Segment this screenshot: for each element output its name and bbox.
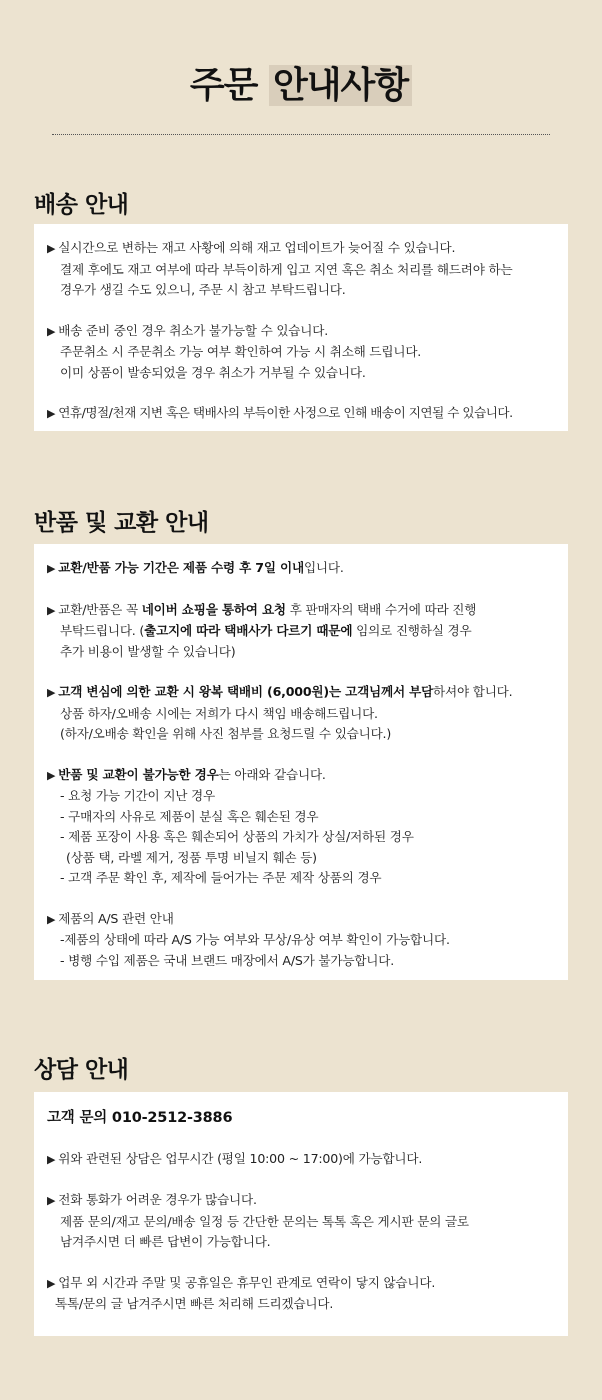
returns-item-3 (47, 682, 558, 745)
bullet-icon: ▶ (47, 686, 56, 699)
returns-item-2 (47, 600, 558, 663)
page-title-part1: 주문 (189, 65, 258, 106)
consult-item-1 (47, 1149, 558, 1171)
bullet-icon: ▶ (47, 562, 56, 575)
bullet-icon: ▶ (47, 768, 56, 782)
returns-item-2-line2-bold: 출고지에 따라 택배사가 다르기 때문에 (144, 623, 353, 638)
bullet-icon: ▶ (47, 1276, 56, 1290)
shipping-heading: 배송 안내 (34, 192, 129, 218)
shipping-item-3 (47, 403, 558, 425)
consult-item-2-line-2: 제품 문의/재고 문의/배송 일정 등 간단한 문의는 톡톡 혹은 게시판 문의 글로 (60, 1213, 469, 1229)
returns-item-3-line-2: 상품 하자/오배송 시에는 저희가 다시 책임 배송해드립니다. (60, 705, 378, 721)
returns-item-5-sub-2: - 병행 수입 제품은 국내 브랜드 매장에서 A/S가 불가능합니다. (60, 952, 395, 968)
shipping-item-2 (47, 321, 558, 384)
shipping-item-1 (47, 238, 558, 301)
returns-item-4-sub-4: - 고객 주문 확인 후, 제작에 들어가는 주문 제작 상품의 경우 (60, 870, 382, 885)
returns-item-3-rest: 하셔야 합니다. (433, 684, 513, 699)
shipping-item-2-line-2: 주문취소 시 주문취소 가능 여부 확인하여 가능 시 취소해 드립니다. (60, 344, 422, 359)
consult-box (34, 1092, 568, 1336)
returns-item-3-bold: 고객 변심에 의한 교환 시 왕복 택배비 (6,000원)는 고객님께서 부담 (58, 684, 434, 699)
bullet-icon: ▶ (47, 1152, 56, 1166)
returns-item-4-sub-1: - 요청 가능 기간이 지난 경우 (60, 788, 215, 803)
bullet-icon: ▶ (47, 1194, 56, 1207)
consult-item-3-line-1: 업무 외 시간과 주말 및 공휴일은 휴무인 관계로 연락이 닿지 않습니다. (58, 1274, 436, 1290)
returns-item-2-post: 후 판매자의 택배 수거에 따라 진행 (285, 601, 477, 617)
title-divider (52, 134, 550, 135)
returns-item-3-line-3: (하자/오배송 확인을 위해 사진 첨부를 요청드릴 수 있습니다.) (60, 726, 392, 741)
returns-item-5-line-1: 제품의 A/S 관련 안내 (58, 910, 174, 926)
consult-item-2-line-1: 전화 통화가 어려운 경우가 많습니다. (58, 1192, 257, 1207)
page-header (0, 62, 602, 110)
shipping-item-2-line-1: 배송 준비 중인 경우 취소가 불가능할 수 있습니다. (58, 322, 329, 338)
returns-item-5-sub-1: -제품의 상태에 따라 A/S 가능 여부와 무상/유상 여부 확인이 가능합니다. (60, 932, 450, 947)
returns-box (34, 544, 568, 980)
bullet-icon: ▶ (47, 912, 56, 926)
shipping-item-2-line-3: 이미 상품이 발송되었을 경우 취소가 거부될 수 있습니다. (60, 364, 366, 380)
consult-heading: 상담 안내 (34, 1057, 129, 1083)
returns-item-2-pre: 교환/반품은 꼭 (58, 601, 142, 617)
bullet-icon: ▶ (47, 324, 56, 338)
returns-item-4-sub-2: - 구매자의 사유로 제품이 분실 혹은 훼손된 경우 (60, 808, 319, 824)
returns-item-2-bold: 네이버 쇼핑을 통하여 요청 (141, 601, 286, 617)
returns-item-1 (47, 558, 558, 580)
returns-item-4 (47, 765, 558, 889)
returns-item-4-sub-3: - 제품 포장이 사용 혹은 훼손되어 상품의 가치가 상실/저하된 경우 (60, 829, 414, 844)
consult-item-1-line: 위와 관련된 상담은 업무시간 (평일 10:00 ~ 17:00)에 가능합니다. (58, 1150, 423, 1166)
returns-item-5 (47, 909, 558, 972)
page-title (190, 62, 412, 110)
returns-heading: 반품 및 교환 안내 (34, 510, 209, 536)
shipping-item-1-line-2: 결제 후에도 재고 여부에 따라 부득이하게 입고 지연 혹은 취소 처리를 해드려야 하는 (60, 261, 513, 277)
consult-item-2 (47, 1190, 558, 1253)
returns-item-4-sub-3b: (상품 택, 라벨 제거, 정품 투명 비닐지 훼손 등) (66, 849, 317, 865)
shipping-item-3-line-1: 연휴/명절/천재 지변 혹은 택배사의 부득이한 사정으로 인해 배송이 지연될 수 있습니다. (58, 405, 513, 420)
bullet-icon: ▶ (47, 407, 56, 420)
returns-item-4-bold: 반품 및 교환이 불가능한 경우 (58, 766, 219, 782)
consult-item-3 (47, 1273, 558, 1315)
bullet-icon: ▶ (47, 242, 56, 255)
consult-item-2-line-3: 남겨주시면 더 빠른 답변이 가능합니다. (60, 1234, 271, 1249)
shipping-item-1-line-3: 경우가 생길 수도 있으니, 주문 시 참고 부탁드립니다. (60, 282, 346, 297)
returns-item-2-line2-pre: 부탁드립니다. ( (60, 623, 145, 638)
returns-item-1-rest: 입니다. (303, 560, 344, 575)
shipping-item-1-line-1: 실시간으로 변하는 재고 사황에 의해 재고 업데이트가 늦어질 수 있습니다. (58, 240, 456, 255)
shipping-box (34, 224, 568, 431)
returns-item-2-line2-post: 임의로 진행하실 경우 (352, 623, 472, 638)
bullet-icon: ▶ (47, 603, 56, 617)
page-title-highlight: 안내사항 (269, 65, 412, 106)
returns-item-2-line-3: 추가 비용이 발생할 수 있습니다) (60, 643, 236, 659)
consult-item-3-line-2: 톡톡/문의 글 남겨주시면 빠른 처리해 드리겠습니다. (55, 1296, 334, 1311)
consult-phone: 고객 문의 010-2512-3886 (47, 1110, 233, 1126)
returns-item-1-bold: 교환/반품 가능 기간은 제품 수령 후 7일 이내 (58, 560, 304, 575)
returns-item-4-rest: 는 아래와 같습니다. (218, 766, 326, 782)
